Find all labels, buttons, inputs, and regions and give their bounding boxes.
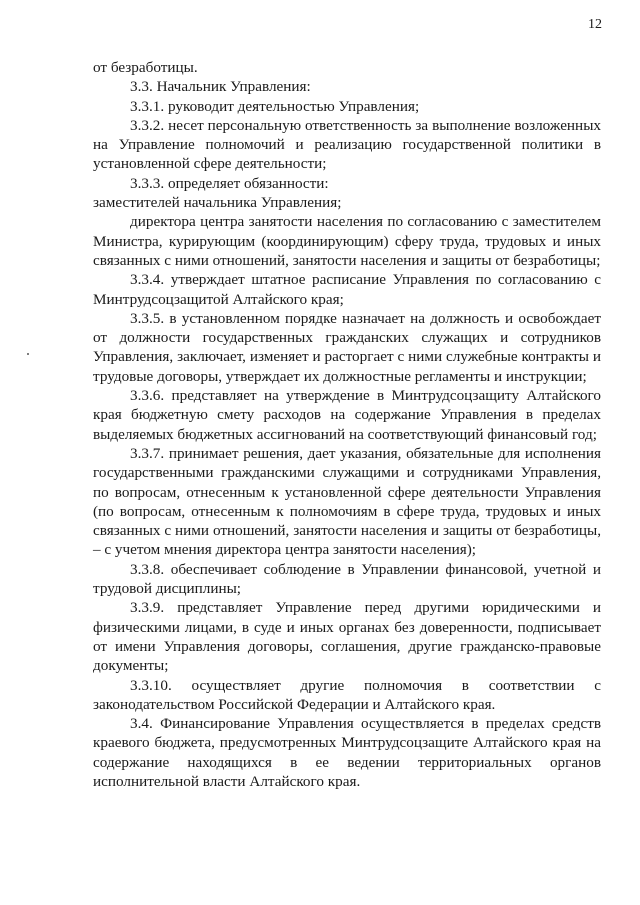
paragraph-3-3: 3.3. Начальник Управления:: [130, 78, 311, 96]
page-number: 12: [588, 17, 602, 32]
paragraph-3-4: 3.4. Финансирование Управления осуществляется в пределах средств краевого бюджета, предусмотренных Минтрудсоцзащите Алтайского края на содержание находящихся в ее ведении территориальных органов исполнительной власти Алтайского края.: [93, 715, 601, 790]
document-body: [93, 58, 601, 791]
paragraph-3-3-8: 3.3.8. обеспечивает соблюдение в Управлении финансовой, учетной и трудовой дисциплины;: [93, 560, 601, 598]
paragraph-3-3-3-director: директора центра занятости населения по согласованию с заместителем Министра, курирующим (координирующим) сферу труда, трудовых и иных связанных с ними отношений, занятости населения и защиты от безработицы;: [93, 213, 601, 269]
scan-artifact-dot: [27, 353, 29, 355]
paragraph-3-3-4: 3.3.4. утверждает штатное расписание Управления по согласованию с Минтрудсоцзащитой Алтайского края;: [93, 271, 601, 308]
paragraph-3-3-3: 3.3.3. определяет обязанности:: [130, 174, 329, 192]
paragraph-3-3-6: 3.3.6. представляет на утверждение в Минтрудсоцзащиту Алтайского края бюджетную смету расходов на содержание Управления в пределах выделяемых бюджетных ассигнований на соответствующий финансовый год;: [93, 387, 601, 443]
paragraph-3-3-3-deputies: заместителей начальника Управления;: [93, 194, 342, 212]
paragraph-3-3-7: 3.3.7. принимает решения, дает указания, обязательные для исполнения государственными гражданскими служащими и сотрудниками Управления, по вопросам, отнесенным к установленной сфере деятельности Управления (по вопросам, отнесенным к полномочиям в сфере труда, трудовых и иных связанных с ними отношений, занятости населения и защиты от безработицы, – с учетом мнения директора центра занятости населения);: [93, 444, 601, 559]
paragraph-3-3-10: 3.3.10. осуществляет другие полномочия в соответствии с законодательством Российской Федерации и Алтайского края.: [93, 676, 601, 713]
paragraph-3-3-1: 3.3.1. руководит деятельностью Управления;: [130, 97, 420, 115]
paragraph-continuation: от безработицы.: [93, 59, 198, 76]
paragraph-3-3-9: 3.3.9. представляет Управление перед другими юридическими и физическими лицами, в суде и иных органах без доверенности, подписывает от имени Управления договоры, соглашения, другие гражданско-правовые документы;: [93, 599, 601, 675]
paragraph-3-3-2: 3.3.2. несет персональную ответственность за выполнение возложенных на Управление полномочий и реализацию государственной политики в установленной сфере деятельности;: [93, 116, 601, 173]
paragraph-3-3-5: 3.3.5. в установленном порядке назначает на должность и освобождает от должности государственных гражданских служащих и сотрудников Управления, заключает, изменяет и расторгает с ними служебные контракты и трудовые договоры, утверждает их должностные регламенты и инструкции;: [93, 309, 601, 385]
